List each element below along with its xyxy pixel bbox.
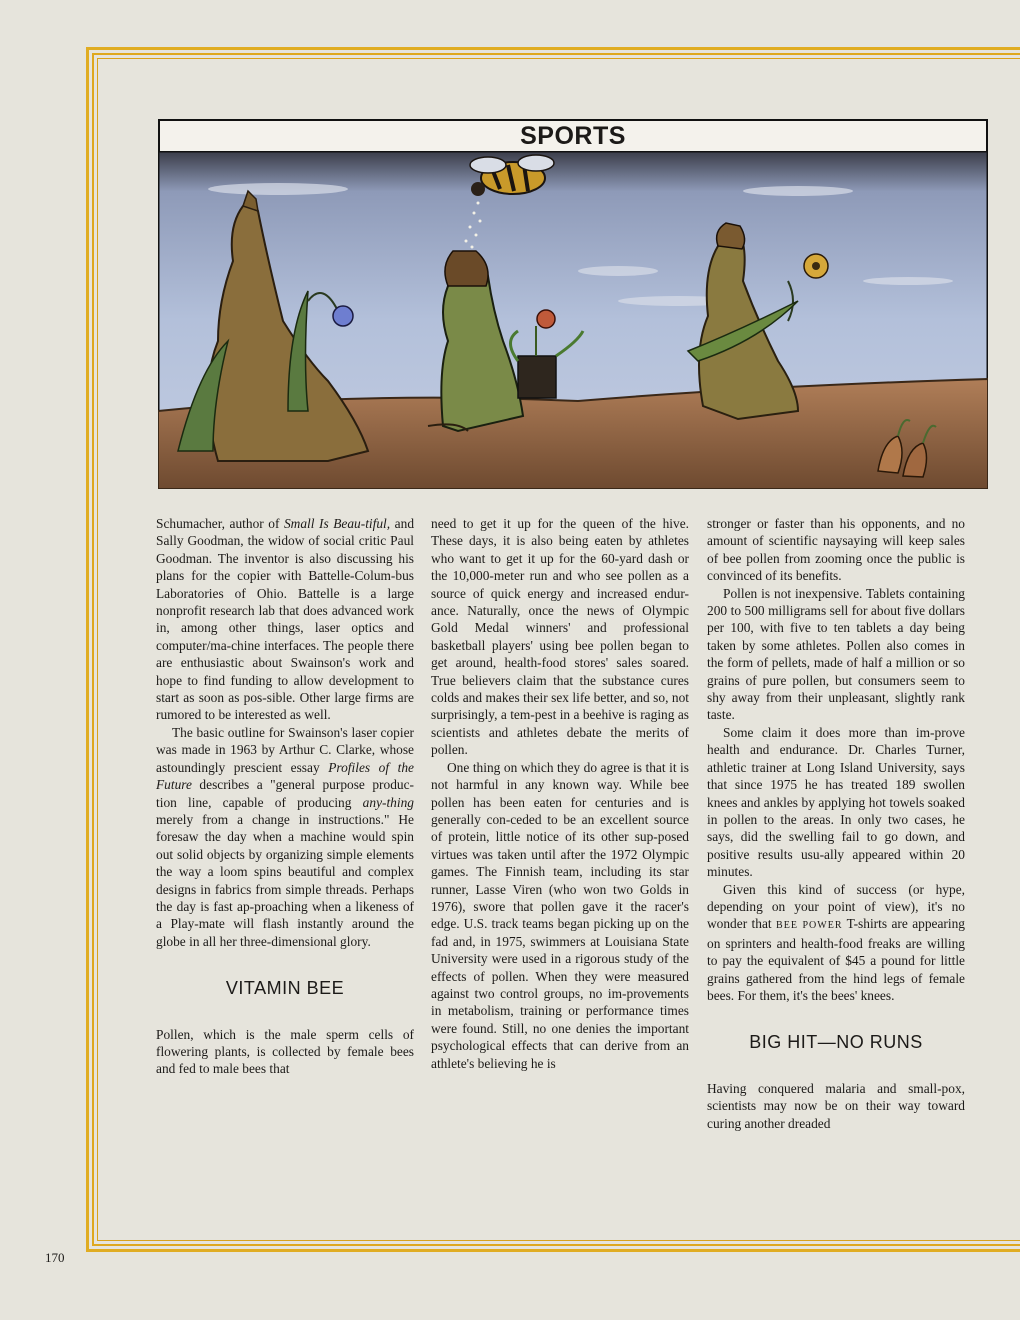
paragraph: Schumacher, author of Small Is Beau-tiful, and Sally Goodman, the widow of social critic Paul Goodman. The inventor is also discussing his plans for the copier with Battelle-Colum-bus Laboratories of Ohio. Battelle is a large nonprofit research lab that does advanced work in, among other things, laser optics and computer/ma-chine interfaces. The people there are enthusiastic about Swainson's work and hope to find funding to allow development to start as soon as pos-sible. Other large firms are rumored to be interested as well. bbox=[156, 516, 415, 723]
paragraph: Having conquered malaria and small-pox, scientists may now be on their way toward curing another dreaded bbox=[707, 1080, 965, 1131]
paragraph: Given this kind of success (or hype, depending on your point of view), it's no wonder that BEE POWER T-shirts are appearing on sprinters and health-food freaks are willing to pay the equivalent of $45 a pound for little grains gathered from the hind legs of female bees. For them, it's the bees' knees. bbox=[707, 881, 965, 1003]
paragraph: Pollen, which is the male sperm cells of flowering plants, is collected by female bees and fed to male bees that bbox=[156, 1026, 414, 1077]
bee-pollen-illustration bbox=[158, 151, 988, 489]
column-3 bbox=[707, 515, 965, 1132]
subheading-vitamin-bee: VITAMIN BEE bbox=[225, 978, 345, 999]
paragraph: One thing on which they do agree is that it is not harmful in any known way. While bee pollen has been eaten for centuries and is generally con-ceded to be an excellent source of protein, little notice of its other sup-posed virtues was taken until after the 1972 Olympic games. The Finnish team, including its star runner, Lasse Viren (who won two Golds in 1976), swore that pollen gave it the racer's edge. U.S. track teams began picking up on the fad and, in 1975, swimmers at Louisiana State University were used in a rigorous study of the effects of pollen. When they were measured against two control groups, no im-provements in metabolism, training or performance times were found. Still, no one denies the important psychological effects that can derive from an athlete's believing he is bbox=[431, 759, 689, 1071]
section-header bbox=[158, 119, 988, 151]
paragraph: stronger or faster than his opponents, and no amount of scientific naysaying will keep sales of bee pollen from zooming once the public is convinced of its benefits. bbox=[707, 516, 965, 584]
page-number: 170 bbox=[45, 1250, 65, 1265]
paragraph: need to get it up for the queen of the hive. These days, it is also being eaten by athletes who want to get it up for the 60-yard dash or the 10,000-meter run and who see pollen as a source of quick energy and increased endur-ance. Naturally, once the news of Olympic Gold Medal winners' and professional basketball players' using bee pollen began to get around, health-food stores' sales soared. True believers claim that the substance cures colds and makes their sex life better, and so, not surprisingly, a tem-pest in a beehive is raging as scientists and athletes debate the merits of pollen. bbox=[431, 516, 689, 758]
paragraph: Pollen is not inexpensive. Tablets containing 200 to 500 milligrams sell for about five dollars per 100, with five to ten tablets a day being taken by some athletes. Pollen also comes in the form of pellets, made of half a million or so grains of pure pollen, but consumers seem to shy away from their unpleasant, slightly rank taste. bbox=[707, 585, 965, 723]
column-2 bbox=[431, 515, 689, 1072]
paragraph: Some claim it does more than im-prove health and endurance. Dr. Charles Turner, athletic trainer at Long Island University, says that since 1975 he has treated 189 swollen knees and ankles by applying hot towels soaked in pollen to the areas. In only two cases, he says, did the swelling fail to go down, and positive results usu-ally appeared within 20 minutes. bbox=[707, 724, 965, 880]
paragraph: The basic outline for Swainson's laser copier was made in 1963 by Arthur C. Clarke, whose astoundingly prescient essay Profiles of the Future describes a "general purpose produc-tion line, capable of producing any-thing merely from a change in instructions." He foresaw the day when a machine would spin out solid objects by organizing simple elements the way a loom spins beautiful and complex designs in fabrics from simple threads. Perhaps the day is fast ap-proaching when a likeness of a Play-mate will flash instantly around the globe in all her three-dimensional glory. bbox=[156, 724, 415, 949]
section-title: SPORTS bbox=[520, 122, 626, 150]
column-1 bbox=[156, 515, 414, 1078]
subheading-big-hit: BIG HIT—NO RUNS bbox=[749, 1032, 923, 1053]
